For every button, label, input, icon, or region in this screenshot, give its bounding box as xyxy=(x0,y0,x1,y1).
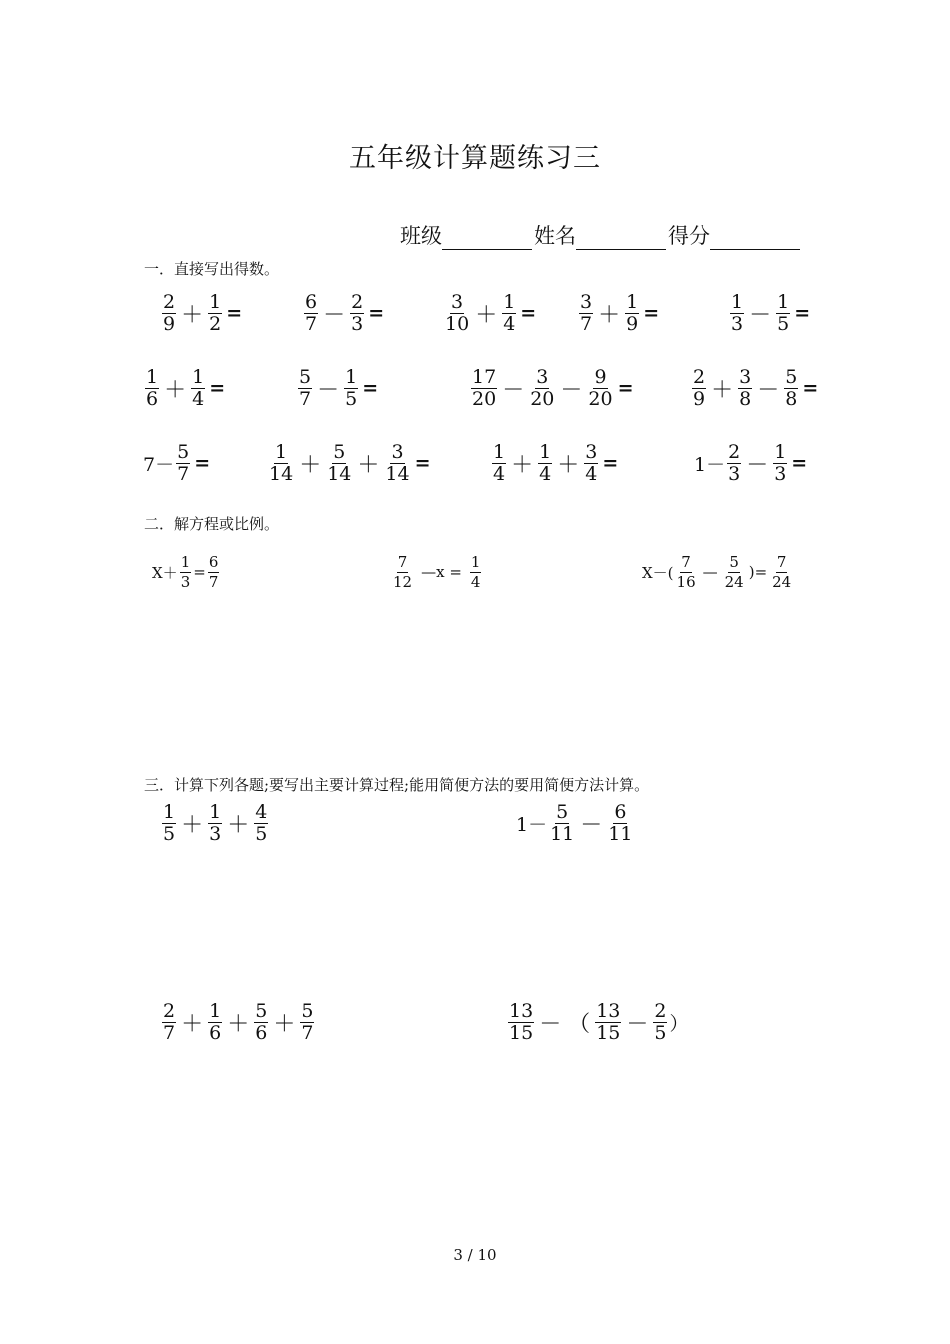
numerator: 3 xyxy=(585,441,598,463)
numerator: 3 xyxy=(739,366,752,388)
numerator: 9 xyxy=(594,366,607,388)
equals-sign: = xyxy=(414,452,431,475)
fraction xyxy=(300,1001,314,1044)
operator: ＋ xyxy=(557,452,580,478)
operator: ＋ xyxy=(511,452,534,478)
numerator: 1 xyxy=(774,441,787,463)
denominator: 3 xyxy=(180,572,191,591)
operator: ） xyxy=(669,1012,689,1035)
class-blank xyxy=(442,225,532,250)
fraction xyxy=(470,553,482,592)
numerator: 1 xyxy=(470,553,481,571)
numerator: 4 xyxy=(255,801,268,823)
s1-item-6 xyxy=(143,367,225,410)
operator: 7－ xyxy=(143,453,175,476)
s1-item-3 xyxy=(442,292,536,335)
operator: )= xyxy=(748,563,768,582)
operator: 1－ xyxy=(694,453,726,476)
fraction xyxy=(350,292,364,335)
operator: － xyxy=(323,302,346,328)
s3-item-4 xyxy=(506,1001,689,1044)
fraction xyxy=(162,1001,176,1044)
operator: ＋ xyxy=(181,302,204,328)
numerator: 2 xyxy=(351,291,364,313)
s1-item-2 xyxy=(302,292,384,335)
operator: ＋ xyxy=(598,302,621,328)
fraction xyxy=(162,292,176,335)
operator: － xyxy=(502,377,525,403)
numerator: 1 xyxy=(345,366,358,388)
numerator: 2 xyxy=(163,291,176,313)
denominator: 4 xyxy=(192,387,205,410)
denominator: 12 xyxy=(393,572,413,591)
numerator: 1 xyxy=(539,441,552,463)
denominator: 5 xyxy=(163,822,176,845)
numerator: 1 xyxy=(275,441,288,463)
numerator: 3 xyxy=(451,291,464,313)
numerator: 1 xyxy=(209,1000,222,1022)
denominator: 11 xyxy=(550,822,575,845)
s3-item-2 xyxy=(516,802,635,845)
fraction xyxy=(392,553,413,592)
denominator: 3 xyxy=(351,312,364,335)
fraction xyxy=(444,292,470,335)
operator: － xyxy=(746,452,769,478)
denominator: 9 xyxy=(626,312,639,335)
denominator: 14 xyxy=(327,462,352,485)
fraction xyxy=(208,292,222,335)
fraction xyxy=(145,367,159,410)
denominator: 20 xyxy=(472,387,497,410)
operator: ＋ xyxy=(181,812,204,838)
denominator: 3 xyxy=(728,462,741,485)
operator: ＋ xyxy=(164,377,187,403)
fraction xyxy=(579,292,593,335)
fraction xyxy=(529,367,555,410)
denominator: 7 xyxy=(305,312,318,335)
page-title: 五年级计算题练习三 xyxy=(349,143,601,174)
fraction xyxy=(492,442,506,485)
denominator: 24 xyxy=(724,572,744,591)
denominator: 14 xyxy=(385,462,410,485)
s1-item-13 xyxy=(694,442,807,485)
operator: ＋ xyxy=(299,452,322,478)
denominator: 8 xyxy=(739,387,752,410)
numerator: 5 xyxy=(255,1000,268,1022)
numerator: 7 xyxy=(681,553,691,571)
denominator: 24 xyxy=(772,572,792,591)
numerator: 6 xyxy=(305,291,318,313)
denominator: 6 xyxy=(209,1021,222,1044)
denominator: 5 xyxy=(777,312,790,335)
operator: — xyxy=(702,563,718,582)
operator: 1－ xyxy=(516,813,548,836)
denominator: 14 xyxy=(269,462,294,485)
name-blank xyxy=(576,225,666,250)
fraction xyxy=(208,553,220,592)
equals-sign: = xyxy=(802,377,819,400)
fraction xyxy=(326,442,352,485)
fraction xyxy=(607,802,633,845)
fraction xyxy=(730,292,744,335)
numerator: 6 xyxy=(208,553,219,571)
fraction xyxy=(502,292,516,335)
numerator: 3 xyxy=(580,291,593,313)
fraction xyxy=(549,802,575,845)
s1-item-9 xyxy=(690,367,818,410)
s3-item-1 xyxy=(160,802,270,845)
denominator: 4 xyxy=(493,462,506,485)
section3-heading: 三．计算下列各题;要写出主要计算过程;能用简便方法的要用简便方法计算。 xyxy=(144,776,650,794)
operator: － xyxy=(749,302,772,328)
denominator: 7 xyxy=(163,1021,176,1044)
fraction xyxy=(771,553,792,592)
fraction xyxy=(584,442,598,485)
equals-sign: = xyxy=(617,377,634,400)
numerator: 7 xyxy=(776,553,787,571)
fraction xyxy=(724,553,745,592)
s2-item-1 xyxy=(152,553,221,592)
fraction xyxy=(268,442,294,485)
name-label: 姓名 xyxy=(534,224,576,248)
denominator: 20 xyxy=(588,387,613,410)
section1-heading: 一．直接写出得数。 xyxy=(144,260,280,278)
fraction xyxy=(384,442,410,485)
operator: X－( xyxy=(642,563,674,582)
equals-sign: = xyxy=(362,377,379,400)
fraction xyxy=(538,442,552,485)
class-label: 班级 xyxy=(400,224,442,248)
denominator: 6 xyxy=(255,1021,268,1044)
equals-sign: = xyxy=(794,302,811,325)
denominator: 3 xyxy=(731,312,744,335)
fraction xyxy=(676,553,697,592)
fraction xyxy=(176,442,190,485)
s1-item-7 xyxy=(296,367,378,410)
denominator: 16 xyxy=(676,572,696,591)
denominator: 5 xyxy=(255,822,268,845)
score-label: 得分 xyxy=(668,224,710,248)
fraction xyxy=(773,442,787,485)
fraction xyxy=(587,367,613,410)
operator: ＋ xyxy=(475,302,498,328)
numerator: 2 xyxy=(728,441,741,463)
operator: － （ xyxy=(539,1011,591,1037)
numerator: 13 xyxy=(509,1000,534,1022)
equals-sign: = xyxy=(602,452,619,475)
equals-sign: = xyxy=(791,452,808,475)
denominator: 5 xyxy=(654,1021,667,1044)
fraction xyxy=(208,1001,222,1044)
denominator: 10 xyxy=(445,312,470,335)
equals-sign: = xyxy=(226,302,243,325)
fraction xyxy=(298,367,312,410)
denominator: 11 xyxy=(608,822,633,845)
denominator: 20 xyxy=(530,387,555,410)
numerator: 1 xyxy=(503,291,516,313)
numerator: 5 xyxy=(301,1000,314,1022)
numerator: 17 xyxy=(472,366,497,388)
fraction xyxy=(738,367,752,410)
fraction xyxy=(595,1001,621,1044)
fraction xyxy=(254,1001,268,1044)
operator: ＋ xyxy=(273,1011,296,1037)
fraction xyxy=(304,292,318,335)
fraction xyxy=(784,367,798,410)
fraction xyxy=(653,1001,667,1044)
denominator: 15 xyxy=(509,1021,534,1044)
s1-item-12 xyxy=(490,442,618,485)
fraction xyxy=(692,367,706,410)
page-number: 3 / 10 xyxy=(453,1246,497,1264)
numerator: 5 xyxy=(729,553,739,571)
numerator: 2 xyxy=(163,1000,176,1022)
denominator: 5 xyxy=(345,387,358,410)
fraction xyxy=(180,553,192,592)
numerator: 5 xyxy=(177,441,190,463)
numerator: 5 xyxy=(299,366,312,388)
numerator: 1 xyxy=(209,291,222,313)
numerator: 5 xyxy=(785,366,798,388)
fraction xyxy=(162,802,176,845)
denominator: 4 xyxy=(503,312,516,335)
numerator: 1 xyxy=(777,291,790,313)
denominator: 7 xyxy=(299,387,312,410)
numerator: 1 xyxy=(163,801,176,823)
equals-sign: = xyxy=(520,302,537,325)
operator: ＋ xyxy=(357,452,380,478)
operator: ＋ xyxy=(181,1011,204,1037)
operator: － xyxy=(757,377,780,403)
operator: － xyxy=(560,377,583,403)
denominator: 4 xyxy=(539,462,552,485)
operator: ＋ xyxy=(227,812,250,838)
numerator: 2 xyxy=(654,1000,667,1022)
numerator: 3 xyxy=(536,366,549,388)
s3-item-3 xyxy=(160,1001,316,1044)
denominator: 6 xyxy=(146,387,159,410)
operator: —x = xyxy=(421,563,462,582)
fraction xyxy=(191,367,205,410)
operator: － xyxy=(626,1011,649,1037)
numerator: 5 xyxy=(556,801,569,823)
denominator: 9 xyxy=(163,312,176,335)
denominator: 7 xyxy=(208,572,219,591)
fraction xyxy=(508,1001,534,1044)
numerator: 1 xyxy=(493,441,506,463)
denominator: 7 xyxy=(580,312,593,335)
s1-item-11 xyxy=(266,442,431,485)
s1-item-10 xyxy=(143,442,210,485)
denominator: 15 xyxy=(596,1021,621,1044)
numerator: 1 xyxy=(146,366,159,388)
info-line xyxy=(400,220,802,250)
equals-sign: = xyxy=(643,302,660,325)
section2-heading: 二．解方程或比例。 xyxy=(144,515,280,533)
numerator: 6 xyxy=(614,801,627,823)
numerator: 7 xyxy=(397,553,408,571)
denominator: 9 xyxy=(693,387,706,410)
fraction xyxy=(471,367,497,410)
operator: ＋ xyxy=(711,377,734,403)
fraction xyxy=(344,367,358,410)
numerator: 1 xyxy=(626,291,639,313)
fraction xyxy=(776,292,790,335)
numerator: 13 xyxy=(596,1000,621,1022)
numerator: 3 xyxy=(391,441,404,463)
equals-sign: = xyxy=(368,302,385,325)
numerator: 2 xyxy=(693,366,706,388)
s1-item-5 xyxy=(728,292,810,335)
operator: X＋ xyxy=(152,563,178,582)
s2-item-3 xyxy=(642,553,794,592)
denominator: 4 xyxy=(585,462,598,485)
denominator: 7 xyxy=(177,462,190,485)
equals-sign: = xyxy=(209,377,226,400)
operator: － xyxy=(317,377,340,403)
fraction xyxy=(727,442,741,485)
s1-item-8 xyxy=(469,367,634,410)
numerator: 1 xyxy=(192,366,205,388)
s2-item-2 xyxy=(390,553,483,592)
denominator: 8 xyxy=(785,387,798,410)
s1-item-4 xyxy=(577,292,659,335)
denominator: 3 xyxy=(209,822,222,845)
numerator: 5 xyxy=(333,441,346,463)
equals-sign: = xyxy=(194,452,211,475)
fraction xyxy=(208,802,222,845)
operator: ＋ xyxy=(227,1011,250,1037)
fraction xyxy=(254,802,268,845)
numerator: 1 xyxy=(180,553,191,571)
denominator: 3 xyxy=(774,462,787,485)
fraction xyxy=(625,292,639,335)
s1-item-1 xyxy=(160,292,242,335)
numerator: 1 xyxy=(731,291,744,313)
denominator: 2 xyxy=(209,312,222,335)
denominator: 7 xyxy=(301,1021,314,1044)
numerator: 1 xyxy=(209,801,222,823)
denominator: 4 xyxy=(470,572,481,591)
score-blank xyxy=(710,225,800,250)
operator: － xyxy=(580,812,603,838)
operator: = xyxy=(193,563,206,582)
